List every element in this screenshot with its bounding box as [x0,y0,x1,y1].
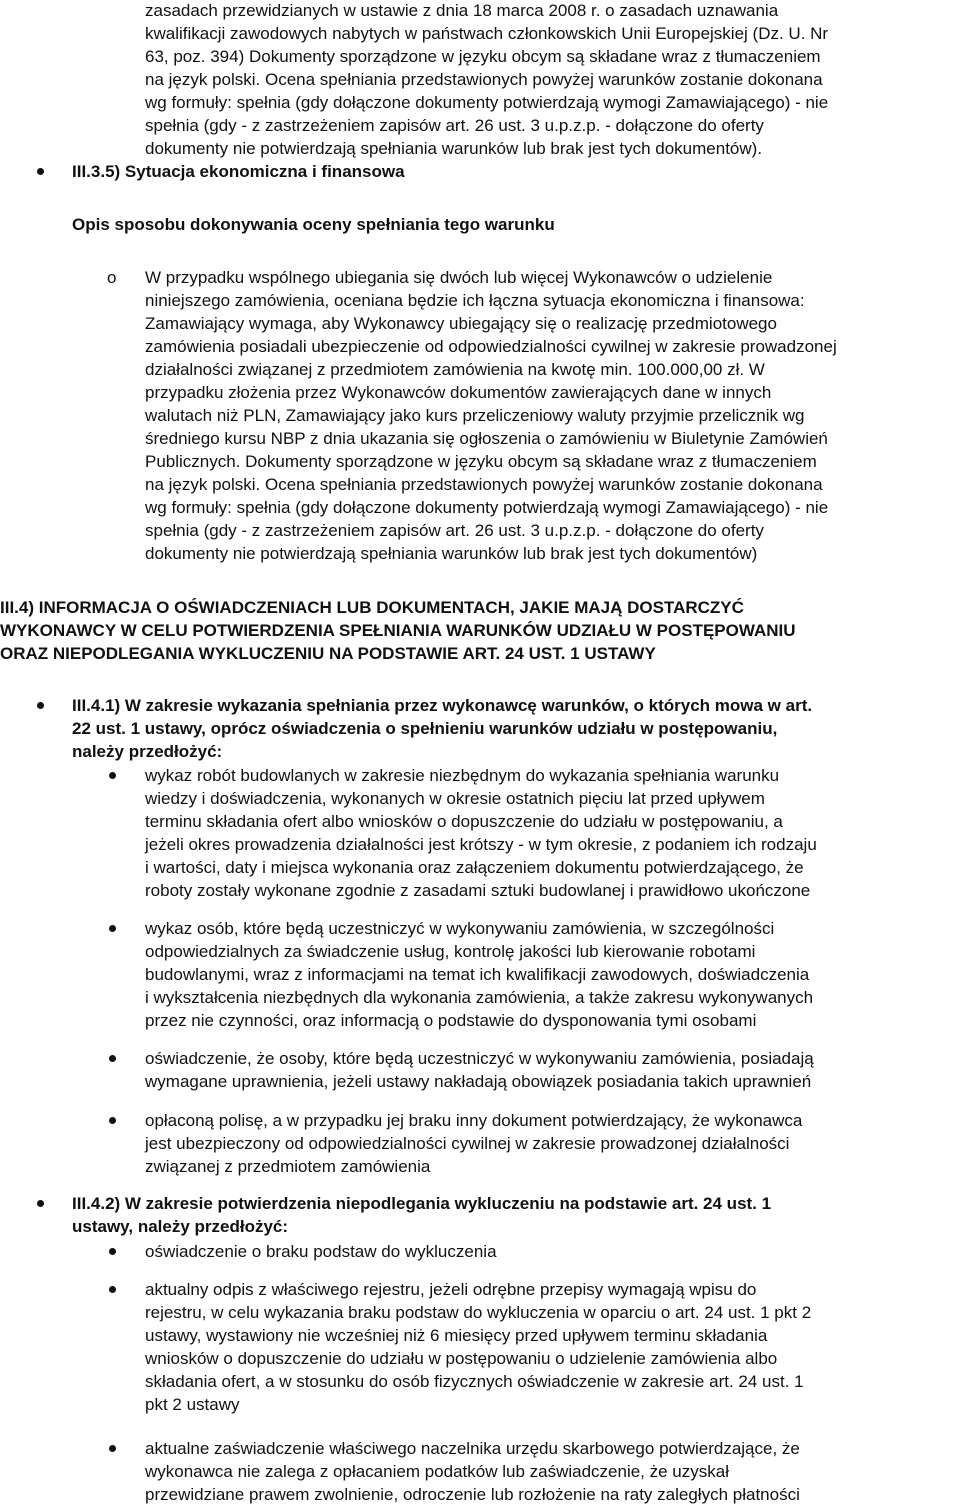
heading-line: 22 ust. 1 ustawy, oprócz oświadczenia o spełnieniu warunków udziału w postępowaniu, [72,719,778,738]
text-line: wg formuły: spełnia (gdy dołączone dokumenty potwierdzają wymogi Zamawiającego) - nie [145,498,829,517]
text-line: W przypadku wspólnego ubiegania się dwóch lub więcej Wykonawców o udzielenie [145,268,773,287]
heading-line: należy przedłożyć: [72,742,223,761]
text-line: wykaz osób, które będą uczestniczyć w wykonywaniu zamówienia, w szczególności [145,919,775,938]
text-line: roboty zostały wykonane zgodnie z zasadami sztuki budowlanej i prawidłowo ukończone [145,881,811,900]
text-line: wykaz robót budowlanych w zakresie niezbędnym do wykazania spełniania warunku [145,766,780,785]
bullet-icon [37,1200,44,1207]
list-item: oświadczenie o braku podstaw do wykluczenia [145,1242,497,1261]
text-line: działalności związanej z przedmiotem zamówienia na kwotę min. 100.000,00 zł. W [145,360,765,379]
text-line: przez nie czynności, oraz informacją o podstawie do dysponowania tymi osobami [145,1011,757,1030]
heading-line: III.4.1) W zakresie wykazania spełniania przez wykonawcę warunków, o których mowa w art. [72,696,813,715]
text-line: przypadku złożenia przez Wykonawców dokumentów zawierających dane w innych [145,383,772,402]
text-line: składania ofert, a w stosunku do osób fizycznych oświadczenie w zakresie art. 24 ust. 1 [145,1372,804,1391]
text-line: zasadach przewidzianych w ustawie z dnia 18 marca 2008 r. o zasadach uznawania [145,1,779,20]
text-line: jeżeli okres prowadzenia działalności jest krótszy - w tym okresie, z podaniem ich rodzaju [145,835,817,854]
text-line: Zamawiający wymaga, aby Wykonawcy ubiegający się o realizację przedmiotowego [145,314,777,333]
text-line: wykonawca nie zalega z opłacaniem podatków lub zaświadczenie, że uzyskał [145,1462,729,1481]
bullet-icon [109,1286,116,1293]
bullet-icon [37,168,44,175]
heading-line: III.4) INFORMACJA O OŚWIADCZENIACH LUB DOKUMENTACH, JAKIE MAJĄ DOSTARCZYĆ [0,598,744,617]
heading-line: WYKONAWCY W CELU POTWIERDZENIA SPEŁNIANIA WARUNKÓW UDZIAŁU W POSTĘPOWANIU [0,621,796,640]
text-line: 63, poz. 394) Dokumenty sporządzone w języku obcym są składane wraz z tłumaczeniem [145,47,821,66]
text-line: ustawy, wystawiony nie wcześniej niż 6 miesięcy przed upływem terminu składania [145,1326,768,1345]
text-line: wymagane uprawnienia, jeżeli ustawy nakładają obowiązek posiadania takich uprawnień [145,1072,812,1091]
text-line: średniego kursu NBP z dnia ukazania się ogłoszenia o zamówieniu w Biuletynie Zamówień [145,429,828,448]
text-line: przewidziane prawem zwolnienie, odroczenie lub rozłożenie na raty zaległych płatności [145,1485,800,1504]
text-line: związanej z przedmiotem zamówienia [145,1157,431,1176]
text-line: spełnia (gdy - z zastrzeżeniem zapisów art. 26 ust. 3 u.p.z.p. - dołączone do oferty [145,521,764,540]
text-line: dokumenty nie potwierdzają spełniania warunków lub brak jest tych dokumentów). [145,139,763,158]
bullet-icon [109,1117,116,1124]
bullet-icon [109,925,116,932]
text-line: aktualne zaświadczenie właściwego naczelnika urzędu skarbowego potwierdzające, że [145,1439,800,1458]
text-line: walutach niż PLN, Zamawiający jako kurs przeliczeniowy waluty przyjmie przelicznik wg [145,406,805,425]
text-line: budowlanymi, wraz z informacjami na temat ich kwalifikacji zawodowych, doświadczenia [145,965,810,984]
text-line: rejestru, w celu wykazania braku podstaw do wykluczenia w oparciu o art. 24 ust. 1 pkt 2 [145,1303,812,1322]
bullet-icon [109,1055,116,1062]
text-line: kwalifikacji zawodowych nabytych w państwach członkowskich Unii Europejskiej (Dz. U. Nr [145,24,829,43]
text-line: pkt 2 ustawy [145,1395,240,1414]
text-line: zamówienia posiadali ubezpieczenie od odpowiedzialności cywilnej w zakresie prowadzonej [145,337,837,356]
text-line: niniejszego zamówienia, oceniana będzie ich łączna sytuacja ekonomiczna i finansowa: [145,291,805,310]
heading-line: ustawy, należy przedłożyć: [72,1217,289,1236]
text-line: wniosków o dopuszczenie do udziału w postępowaniu o udzielenie zamówienia albo [145,1349,778,1368]
circle-bullet-icon: o [107,268,117,287]
heading-line: ORAZ NIEPODLEGANIA WYKLUCZENIU NA PODSTAWIE ART. 24 UST. 1 USTAWY [0,644,656,663]
text-line: oświadczenie, że osoby, które będą uczestniczyć w wykonywaniu zamówienia, posiadają [145,1049,814,1068]
text-line: odpowiedzialnych za świadczenie usług, kontrolę jakości lub kierowanie robotami [145,942,756,961]
text-line: dokumenty nie potwierdzają spełniania warunków lub brak jest tych dokumentów) [145,544,758,563]
bullet-icon [109,772,116,779]
text-line: i wartości, daty i miejsca wykonania oraz załączeniem dokumentu potwierdzającego, że [145,858,804,877]
text-line: aktualny odpis z właściwego rejestru, jeżeli odrębne przepisy wymagają wpisu do [145,1280,757,1299]
text-line: opłaconą polisę, a w przypadku jej braku inny dokument potwierdzający, że wykonawca [145,1111,803,1130]
text-line: i wykształcenia niezbędnych dla wykonania zamówienia, a także zakresu wykonywanych [145,988,814,1007]
bullet-icon [109,1248,116,1255]
heading-line: III.4.2) W zakresie potwierdzenia niepodlegania wykluczeniu na podstawie art. 24 ust. 1 [72,1194,772,1213]
text-line: wg formuły: spełnia (gdy dołączone dokumenty potwierdzają wymogi Zamawiającego) - nie [145,93,829,112]
bullet-icon [109,1445,116,1452]
text-line: na język polski. Ocena spełniania przedstawionych powyżej warunków zostanie dokonana [145,70,823,89]
text-line: na język polski. Ocena spełniania przedstawionych powyżej warunków zostanie dokonana [145,475,823,494]
text-line: Publicznych. Dokumenty sporządzone w języku obcym są składane wraz z tłumaczeniem [145,452,817,471]
text-line: wiedzy i doświadczenia, wykonanych w okresie ostatnich pięciu lat przed upływem [145,789,765,808]
section-heading-iii35: III.3.5) Sytuacja ekonomiczna i finansowa [72,162,405,181]
text-line: spełnia (gdy - z zastrzeżeniem zapisów art. 26 ust. 3 u.p.z.p. - dołączone do oferty [145,116,764,135]
text-line: terminu składania ofert albo wniosków o dopuszczenie do udziału w postępowaniu, a [145,812,783,831]
bullet-icon [37,702,44,709]
opis-heading: Opis sposobu dokonywania oceny spełniania tego warunku [72,215,555,234]
text-line: jest ubezpieczony od odpowiedzialności cywilnej w zakresie prowadzonej działalności [145,1134,790,1153]
